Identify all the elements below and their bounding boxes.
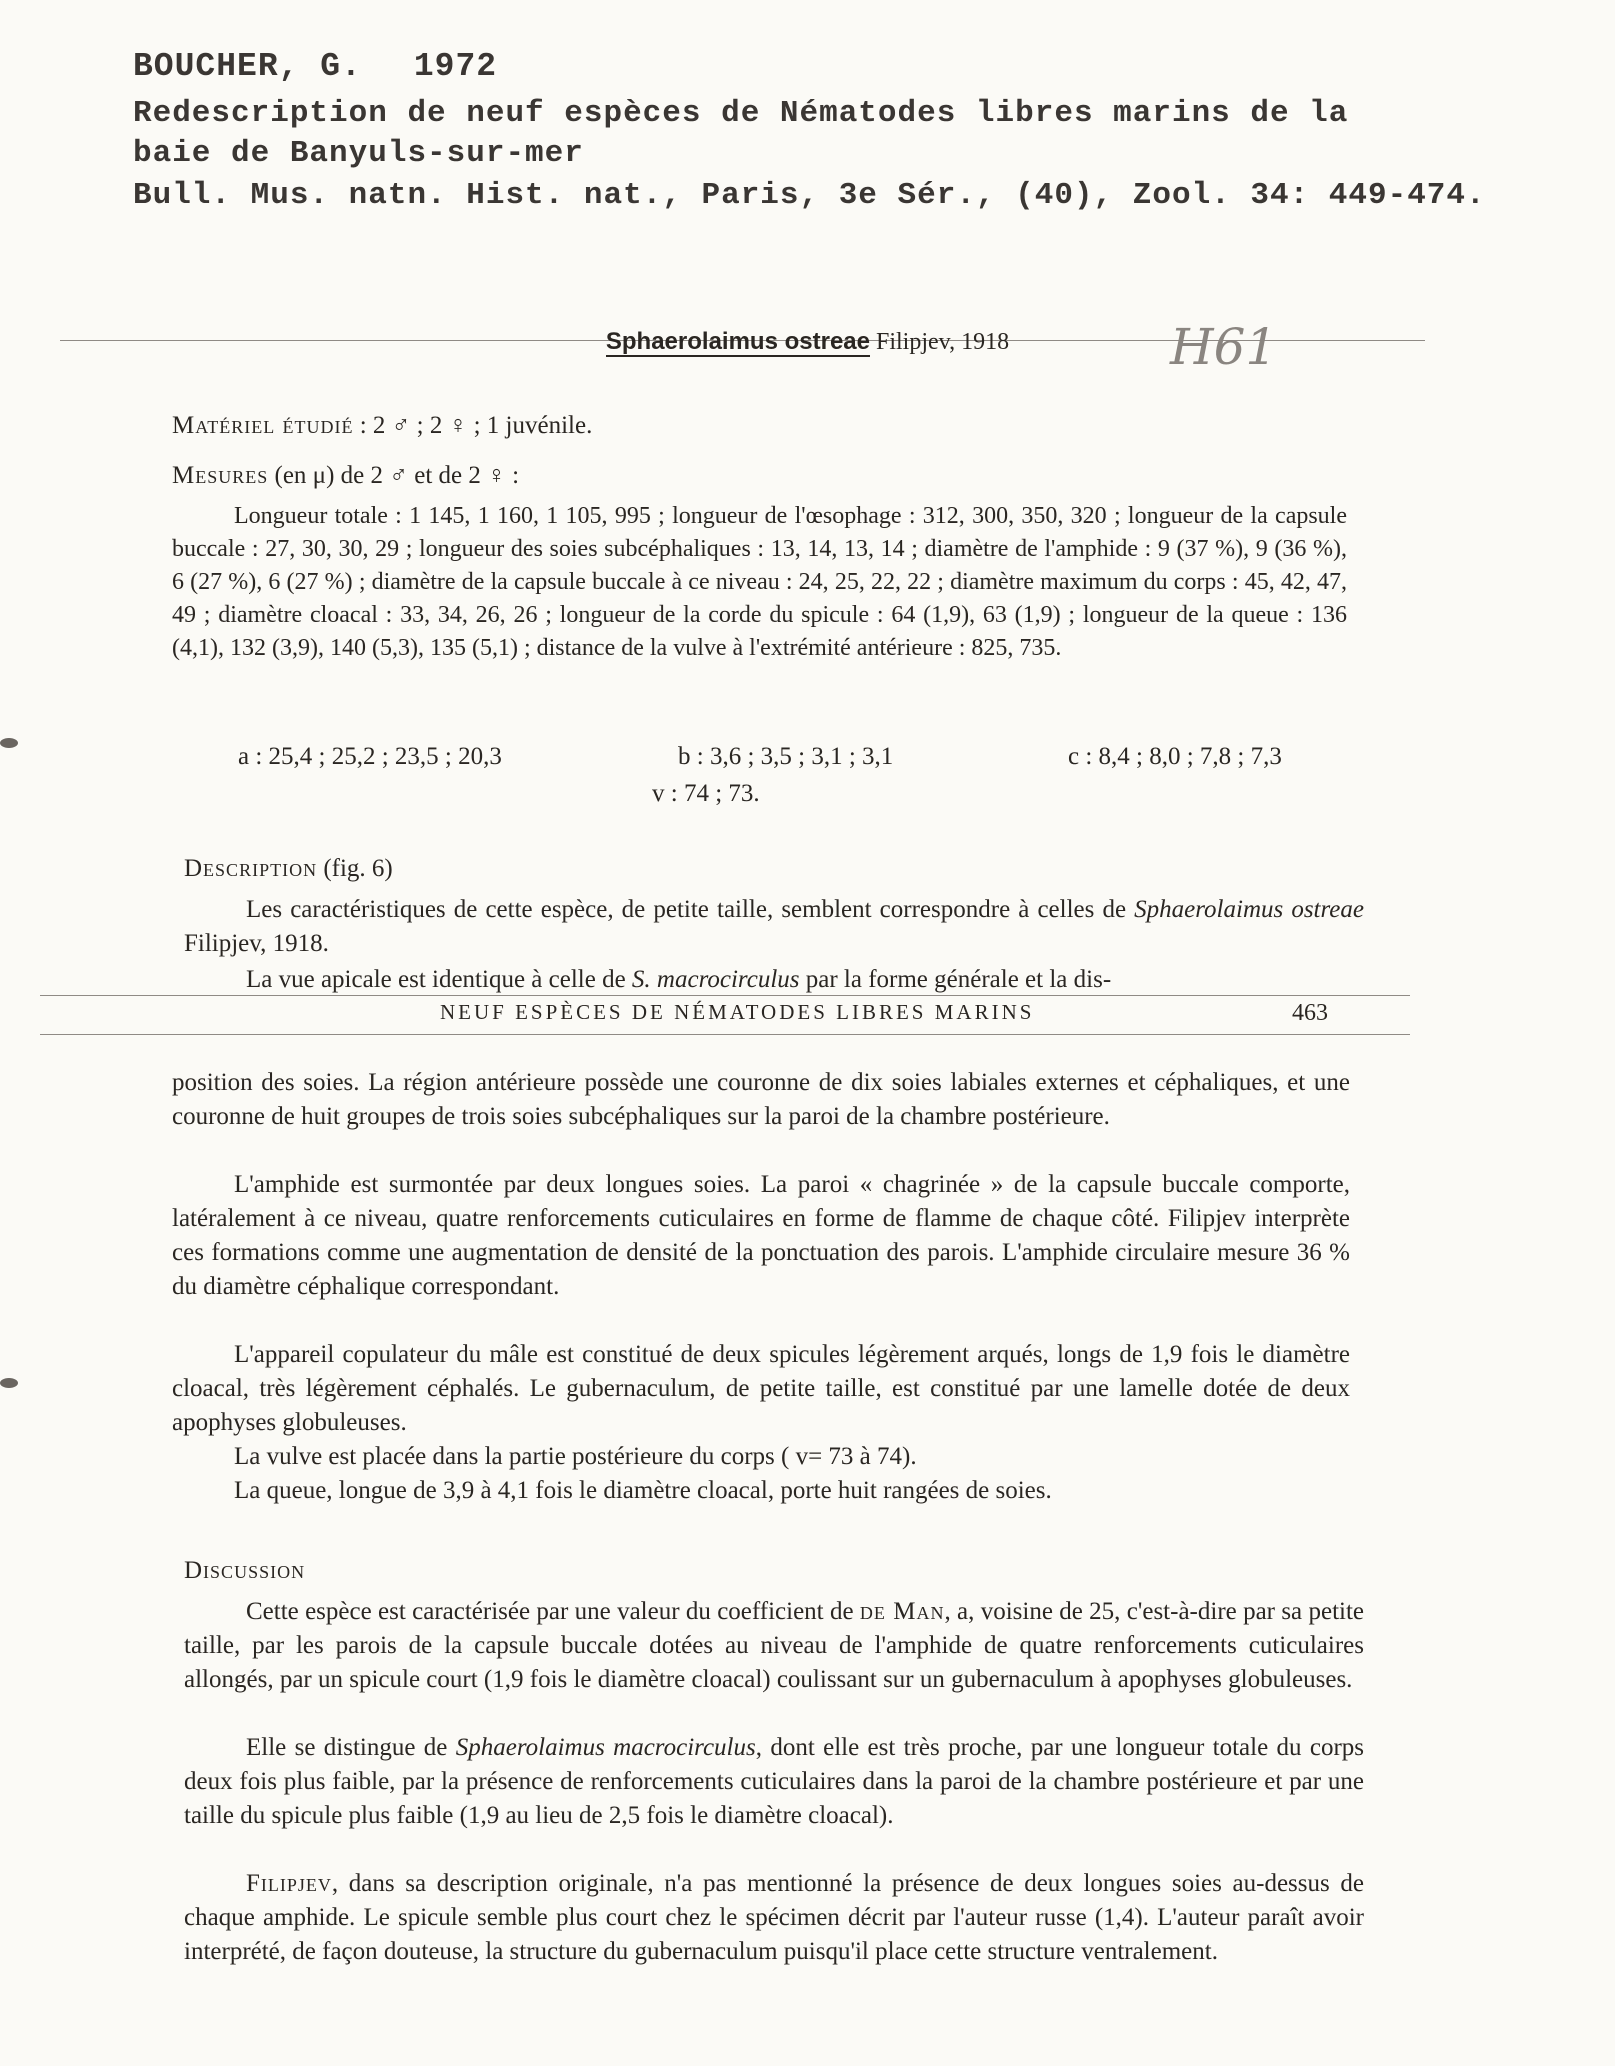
species-name-italic: S. macrocirculus [631,966,800,993]
author-name: Filipjev [246,1870,332,1897]
description-paragraph-1 [184,893,1364,961]
species-heading [0,328,1615,356]
text-run: par la forme générale et la dis- [799,966,1112,993]
author-name: de Man [859,1598,945,1625]
mesures-text: (en μ) de 2 ♂ et de 2 ♀ : [274,462,520,489]
page-break-rule-lower [40,1034,1410,1035]
text-run: , dont elle est très proche, par une longueur totale du corps deux fois plus faible, par la présence de renforcements cuticulaires dans la paroi de la chambre postérieure et par une taille du spicule plus faible (1,9 au lieu de 2,5 fois le diamètre cloacal). [184,1734,1365,1829]
reference-year: 1972 [413,48,498,85]
description-heading [184,851,393,886]
ratio-c: c : 8,4 ; 8,0 ; 7,8 ; 7,3 [1068,743,1282,770]
ratio-v: v : 74 ; 73. [652,780,760,807]
continuation-paragraph-4: La vulve est placée dans la partie postérieure du corps ( v= 73 à 74). [234,1443,917,1470]
discussion-paragraph-1 [184,1595,1364,1697]
mesures-label: Mesures [172,462,269,489]
page-number: 463 [1292,1000,1328,1026]
reference-author: BOUCHER, G. [133,48,362,85]
continuation-paragraph-3: L'appareil copulateur du mâle est constitué de deux spicules légèrement arqués, longs de 1,9 fois le diamètre cloacal, très légèrement céphalés. Le gubernaculum, de petite taille, est constitué par une lamelle dotée de deux apophyses globuleuses. [172,1341,1350,1436]
species-authority: Filipjev, 1918 [875,329,1010,355]
ratio-b: b : 3,6 ; 3,5 ; 3,1 ; 3,1 [678,743,894,770]
handwritten-note: H61 [1170,318,1278,376]
discussion-heading: Discussion [184,1557,306,1584]
continuation-paragraph-1: position des soies. La région antérieure possède une couronne de dix soies labiales externes et céphaliques, et une couronne de huit groupes de trois soies subcéphaliques sur la paroi de la chambre postérieure. [172,1069,1350,1130]
text-run: , a, voisine de 25, c'est-à-dire par sa petite taille, par les parois de la capsule buccale dotées au niveau de l'amphide de quatre renforcements cuticulaires allongés, par un spicule court (1,9 fois le diamètre cloacal) coulissant sur un gubernaculum à apophyses globuleuses. [184,1598,1365,1693]
text-run: Cette espèce est caractérisée par une valeur du coefficient de [246,1598,860,1625]
reference-author-line [133,48,497,85]
reference-journal: Bull. Mus. natn. Hist. nat., Paris, 3e Sér., (40), Zool. 34: 449-474. [133,178,1486,213]
punch-hole-mark [0,1378,18,1388]
species-name-italic: Sphaerolaimus macrocirculus [455,1734,756,1761]
page-header-title: NEUF ESPÈCES DE NÉMATODES LIBRES MARINS [440,1000,1035,1024]
discussion-paragraph-2 [184,1731,1364,1833]
continuation-paragraph-5: La queue, longue de 3,9 à 4,1 fois le diamètre cloacal, porte huit rangées de soies. [234,1477,1052,1504]
species-name: Sphaerolaimus ostreae [605,328,870,355]
reference-title: Redescription de neuf espèces de Nématodes libres marins de la baie de Banyuls-sur-mer [133,96,1349,171]
ratio-a: a : 25,4 ; 25,2 ; 23,5 ; 20,3 [238,743,502,770]
species-name-italic: Sphaerolaimus ostreae [1134,896,1364,923]
page-break-rule-upper [40,995,1410,996]
text-run: , dans sa description originale, n'a pas mentionné la présence de deux longues soies au-dessus de chaque amphide. Le spicule semble plus court chez le spécimen décrit par l'auteur russe (1,4). L'auteur paraît avoir interprété, de façon douteuse, la structure du gubernaculum puisqu'il place cette structure ventralement. [184,1870,1364,1965]
text-run: Filipjev, 1918. [184,930,329,957]
text-run: Elle se distingue de [246,1734,456,1761]
description-paragraph-2 [184,963,1364,997]
materiel-label: Matériel étudié [172,412,354,439]
continuation-paragraph-2: L'amphide est surmontée par deux longues soies. La paroi « chagrinée » de la capsule buccale comporte, latéralement à ce niveau, quatre renforcements cuticulaires en forme de flamme de chaque côté. Filipjev interprète ces formations comme une augmentation de densité de la ponctuation des parois. L'amphide circulaire mesure 36 % du diamètre céphalique correspondant. [172,1171,1350,1300]
punch-hole-mark [0,738,18,748]
mesures-line [172,458,519,493]
text-run: Les caractéristiques de cette espèce, de petite taille, semblent correspondre à celles de [246,896,1135,923]
materiel-text: : 2 ♂ ; 2 ♀ ; 1 juvénile. [359,412,593,439]
mesures-body: Longueur totale : 1 145, 1 160, 1 105, 995 ; longueur de l'œsophage : 312, 300, 350, 320 ; longueur de la capsule buccale : 27, 30, 30, 29 ; longueur des soies subcéphaliques : 13, 14, 13, 14 ; diamètre de l'amphide : 9 (37 %), 9 (36 %), 6 (27 %), 6 (27 %) ; diamètre de la capsule buccale à ce niveau : 24, 25, 22, 22 ; diamètre maximum du corps : 45, 42, 47, 49 ; diamètre cloacal : 33, 34, 26, 26 ; longueur de la corde du spicule : 64 (1,9), 63 (1,9) ; longueur de la queue : 136 (4,1), 132 (3,9), 140 (5,3), 135 (5,1) ; distance de la vulve à l'extrémité antérieure : 825, 735. [172,503,1347,661]
text-run: La vue apicale est identique à celle de [246,966,632,993]
description-label: Description [184,855,318,882]
materiel-line [172,408,592,443]
discussion-paragraph-3 [184,1867,1364,1969]
description-figref: (fig. 6) [323,855,393,882]
